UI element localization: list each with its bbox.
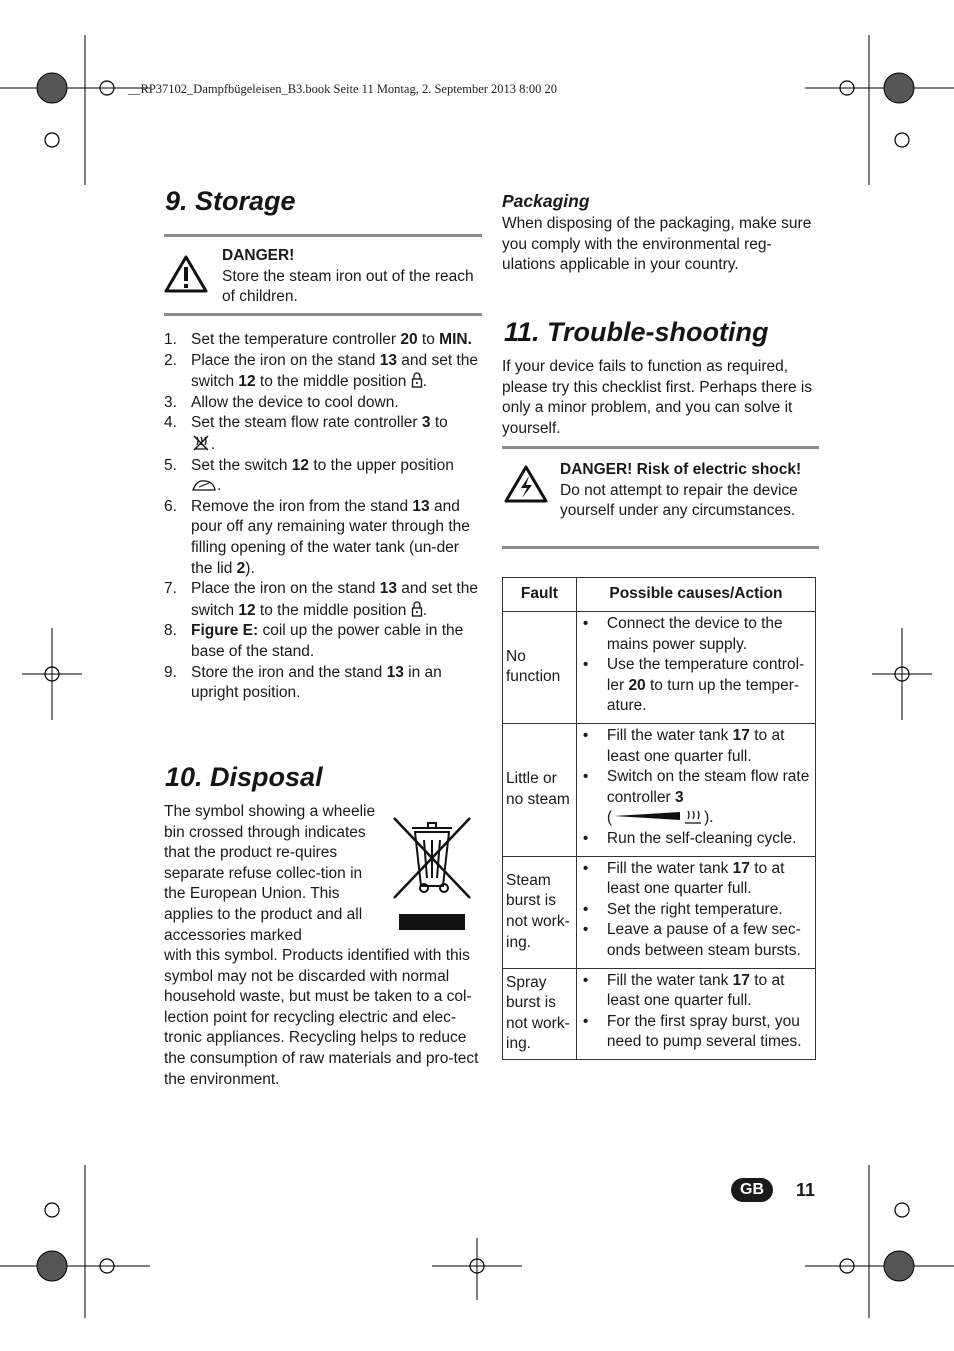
table-header-row	[503, 578, 816, 612]
action-item: • Use the temperature control-ler 20 to turn up the temper-ature.	[583, 655, 811, 717]
action-item: • Leave a pause of a few sec-onds between steam bursts.	[583, 920, 811, 961]
steam-off-icon	[191, 434, 211, 452]
storage-step: 3. Allow the device to cool down.	[164, 393, 399, 411]
trouble-warning-bottom-rule	[502, 546, 819, 549]
lock-icon	[411, 600, 423, 617]
action-cell	[576, 612, 815, 724]
country-badge: GB	[731, 1178, 773, 1202]
action-cell	[576, 968, 815, 1059]
troubleshooting-intro: If your device fails to function as required, please try this checklist first. Perhaps there is only a minor problem, and you can solve it yourself.	[502, 358, 813, 437]
packaging-text: When disposing of the packaging, make sure you comply with the environmental reg-ulations applicable in your country.	[502, 215, 812, 274]
trouble-warning-top-rule	[502, 446, 819, 449]
steam-max-icon	[612, 808, 704, 825]
danger-label: DANGER! Risk of electric shock!	[560, 461, 802, 478]
print-header-bookline: __RP37102_Dampfbügeleisen_B3.book Seite 11 Montag, 2. September 2013 8:00 20	[128, 82, 558, 96]
fault-cell: Steam burst is not work-ing.	[503, 856, 577, 968]
action-item: • Switch on the steam flow rate controller 3 ( ).	[583, 767, 811, 829]
storage-step: 6. Remove the iron from the stand 13 and pour off any remaining water through the filling opening of the water tank (un-der the lid 2).	[164, 497, 470, 577]
disposal-para-2: with this symbol. Products identified with this symbol may not be discarded with normal household waste, but must be taken to a col-lection point for recycling electric and elec-tronic appliances. Recycling helps to reduce the consumption of raw materials and pro-tect the environment.	[164, 947, 479, 1088]
storage-step: 5. Set the switch 12 to the upper position .	[164, 456, 454, 495]
table-row	[503, 856, 816, 968]
action-item: • Run the self-cleaning cycle.	[583, 829, 811, 850]
col-header-fault: Fault	[503, 578, 577, 612]
danger-label: DANGER!	[222, 247, 295, 264]
storage-danger-box	[222, 246, 480, 308]
danger-text: Store the steam iron out of the reach of children.	[222, 267, 474, 306]
disposal-heading: 10. Disposal	[165, 762, 323, 792]
table-row	[503, 723, 816, 856]
fault-cell: No function	[503, 612, 577, 724]
action-cell	[576, 723, 815, 856]
action-item: • Fill the water tank 17 to at least one quarter full.	[583, 971, 811, 1012]
electric-shock-warning-icon	[504, 464, 548, 504]
trouble-danger-box	[560, 460, 820, 522]
packaging-heading: Packaging	[502, 191, 590, 211]
action-item: • Fill the water tank 17 to at least one quarter full.	[583, 859, 811, 900]
page-number: 11	[796, 1180, 816, 1200]
storage-step: 2. Place the iron on the stand 13 and set the switch 12 to the middle position .	[164, 351, 478, 391]
danger-text: Do not attempt to repair the device yourself under any circumstances.	[560, 481, 798, 520]
table-row	[503, 968, 816, 1059]
disposal-para-1: The symbol showing a wheelie bin crossed through indicates that the product re-quires separate refuse collec-tion in the European Union. This applies to the product and all accessories marked	[164, 803, 376, 944]
storage-steps	[164, 330, 482, 704]
crossed-wheelie-bin-icon	[390, 814, 474, 932]
troubleshooting-table	[502, 577, 816, 1060]
fault-cell: Little or no steam	[503, 723, 577, 856]
iron-upper-position-icon	[191, 478, 217, 492]
table-row	[503, 612, 816, 724]
storage-step: 7. Place the iron on the stand 13 and set the switch 12 to the middle position .	[164, 580, 478, 619]
storage-warning-top-rule	[164, 234, 482, 237]
action-item: • Set the right temperature.	[583, 900, 811, 921]
action-cell	[576, 856, 815, 968]
storage-warning-bottom-rule	[164, 313, 482, 316]
col-header-action: Possible causes/Action	[576, 578, 815, 612]
storage-step: 9. Store the iron and the stand 13 in an upright position.	[164, 663, 442, 702]
storage-step: 8. Figure E: coil up the power cable in the base of the stand.	[164, 622, 464, 660]
troubleshooting-heading: 11. Trouble-shooting	[504, 317, 769, 347]
action-item: • For the first spray burst, you need to pump several times.	[583, 1012, 811, 1053]
action-item: • Connect the device to the mains power supply.	[583, 614, 811, 655]
warning-triangle-icon	[164, 254, 208, 294]
fault-cell: Spray burst is not work-ing.	[503, 968, 577, 1059]
action-item: • Fill the water tank 17 to at least one quarter full.	[583, 726, 811, 767]
lock-icon	[411, 371, 423, 388]
storage-step: 1. Set the temperature controller 20 to MIN.	[164, 331, 472, 348]
storage-step: 4. Set the steam flow rate controller 3 to .	[164, 414, 448, 453]
storage-heading: 9. Storage	[165, 186, 296, 216]
